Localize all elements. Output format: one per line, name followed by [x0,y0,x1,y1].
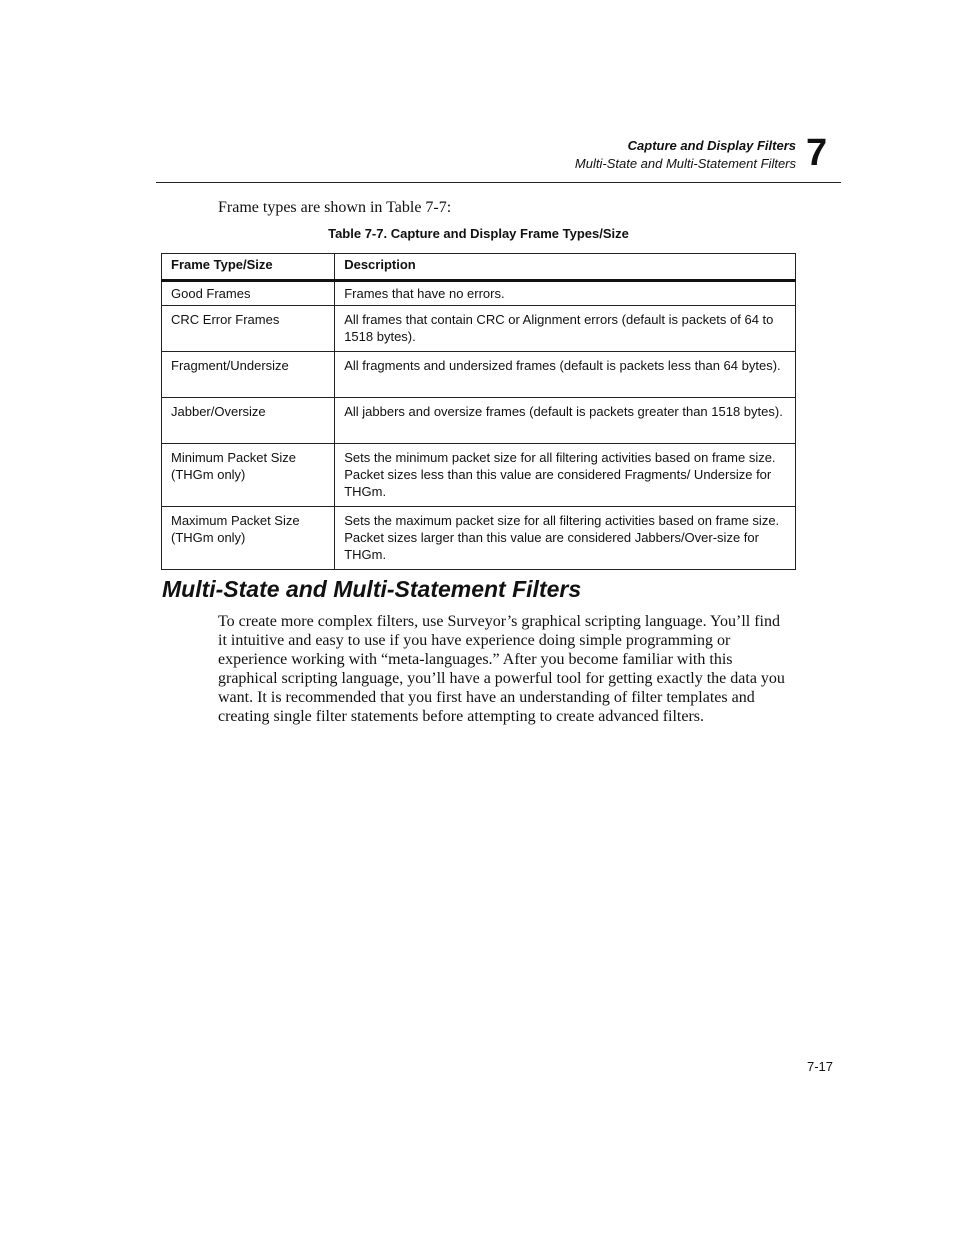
description-cell: All fragments and undersized frames (default is packets less than 64 bytes). [335,352,796,398]
page-number: 7-17 [806,1059,833,1074]
chapter-number: 7 [806,132,828,174]
frame-type-cell: Good Frames [162,281,335,306]
table-row [162,444,796,507]
table-row [162,306,796,352]
header-rule [156,182,841,183]
frame-type-cell: Maximum Packet Size (THGm only) [162,507,335,570]
column-header-description: Description [335,254,796,281]
description-cell: Sets the maximum packet size for all filtering activities based on frame size. Packet sizes larger than this value are considered Jabbers/Over-size for THGm. [335,507,796,570]
frame-type-cell: Jabber/Oversize [162,398,335,444]
table-header-row [162,254,796,281]
table-row [162,352,796,398]
frame-type-cell: CRC Error Frames [162,306,335,352]
table-row [162,398,796,444]
frame-type-cell: Minimum Packet Size (THGm only) [162,444,335,507]
frame-types-table [161,253,796,570]
description-cell: All jabbers and oversize frames (default is packets greater than 1518 bytes). [335,398,796,444]
header-chapter-title: Capture and Display Filters [627,138,796,153]
body-paragraph: To create more complex filters, use Surveyor’s graphical scripting language. You’ll find it intuitive and easy to use if you have experience doing simple programming or experience working with “meta-languages.” After you become familiar with this graphical scripting language, you’ll have a powerful tool for getting exactly the data you want. It is recommended that you first have an understanding of filter templates and creating single filter statements before attempting to create advanced filters. [218,613,785,725]
header-section-title: Multi-State and Multi-Statement Filters [574,156,796,171]
intro-text: Frame types are shown in Table 7-7: [218,199,452,216]
table-caption: Table 7-7. Capture and Display Frame Types/Size [328,226,629,241]
table-row [162,507,796,570]
description-cell: Frames that have no errors. [335,281,796,306]
section-heading: Multi-State and Multi-Statement Filters [162,576,582,602]
column-header-frame-type: Frame Type/Size [162,254,335,281]
description-cell: Sets the minimum packet size for all filtering activities based on frame size. Packet sizes less than this value are considered Fragments/ Undersize for THGm. [335,444,796,507]
table-row [162,281,796,306]
description-cell: All frames that contain CRC or Alignment errors (default is packets of 64 to 1518 bytes). [335,306,796,352]
frame-type-cell: Fragment/Undersize [162,352,335,398]
